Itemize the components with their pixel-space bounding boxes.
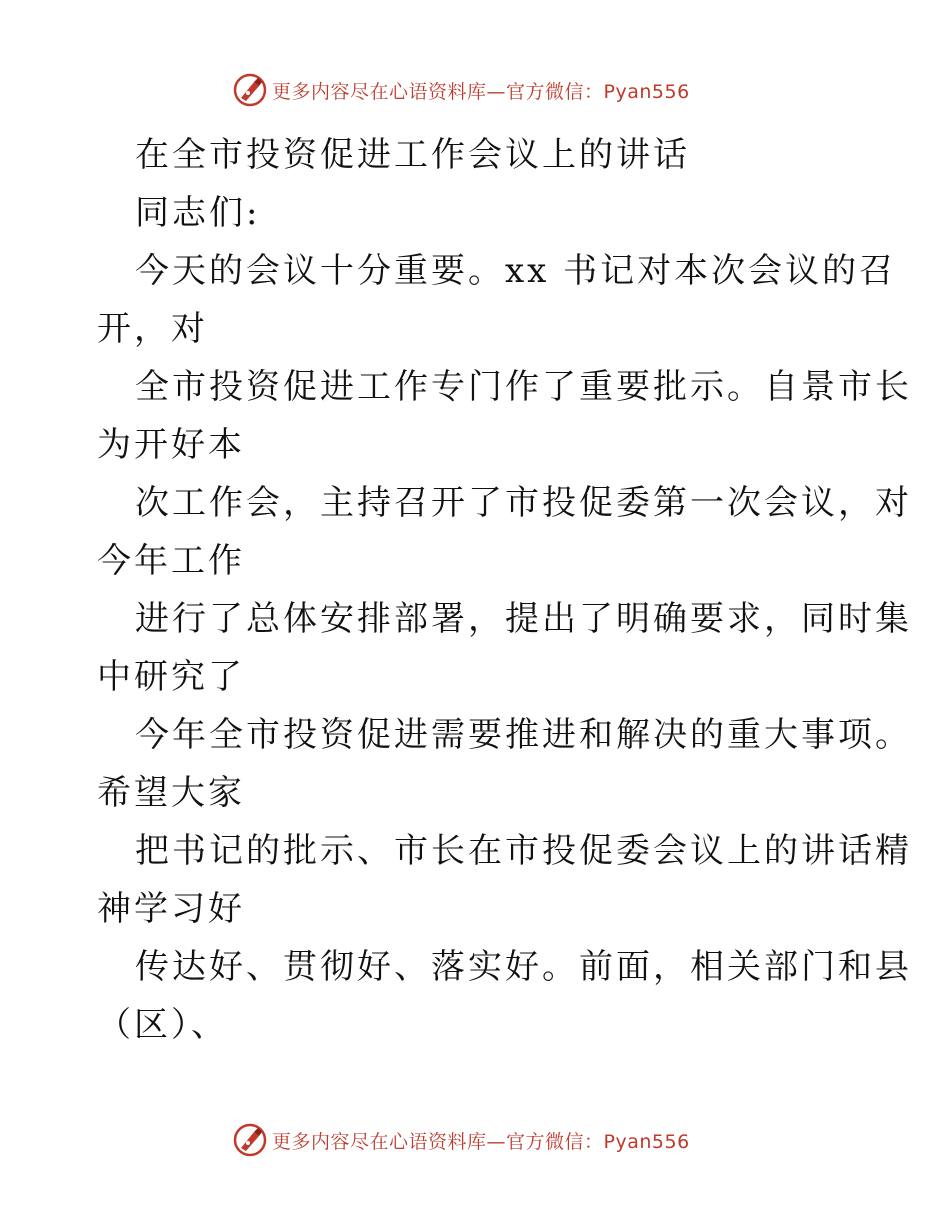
pen-nib-logo-icon xyxy=(232,72,268,108)
text-line: 希望大家 xyxy=(97,773,245,813)
header-banner xyxy=(232,70,690,110)
text-line: 进行了总体安排部署，提出了明确要求，同时集 xyxy=(135,599,912,639)
pen-nib-logo-icon xyxy=(232,1122,268,1158)
header-banner-text: 更多内容尽在心语资料库—官方微信：Pyan556 xyxy=(272,80,690,103)
text-line: 神学习好 xyxy=(97,889,245,929)
text-line: 今天的会议十分重要。xx 书记对本次会议的召 xyxy=(135,251,897,291)
footer-banner xyxy=(232,1120,690,1160)
text-line: 全市投资促进工作专门作了重要批示。自景市长 xyxy=(135,367,912,407)
document-title: 在全市投资促进工作会议上的讲话 xyxy=(135,135,690,175)
salutation: 同志们: xyxy=(135,193,261,233)
text-line: 次工作会，主持召开了市投促委第一次会议，对 xyxy=(135,483,912,523)
document-body xyxy=(97,126,912,1054)
text-line: 开，对 xyxy=(97,309,208,349)
text-line: 今年工作 xyxy=(97,541,245,581)
text-line: （区）、 xyxy=(97,1005,228,1045)
footer-banner-text: 更多内容尽在心语资料库—官方微信：Pyan556 xyxy=(272,1130,690,1153)
text-line: 中研究了 xyxy=(97,657,245,697)
text-line: 为开好本 xyxy=(97,425,245,465)
text-line: 把书记的批示、市长在市投促委会议上的讲话精 xyxy=(135,831,912,871)
text-line: 传达好、贯彻好、落实好。前面，相关部门和县 xyxy=(135,947,912,987)
text-line: 今年全市投资促进需要推进和解决的重大事项。 xyxy=(135,715,912,755)
